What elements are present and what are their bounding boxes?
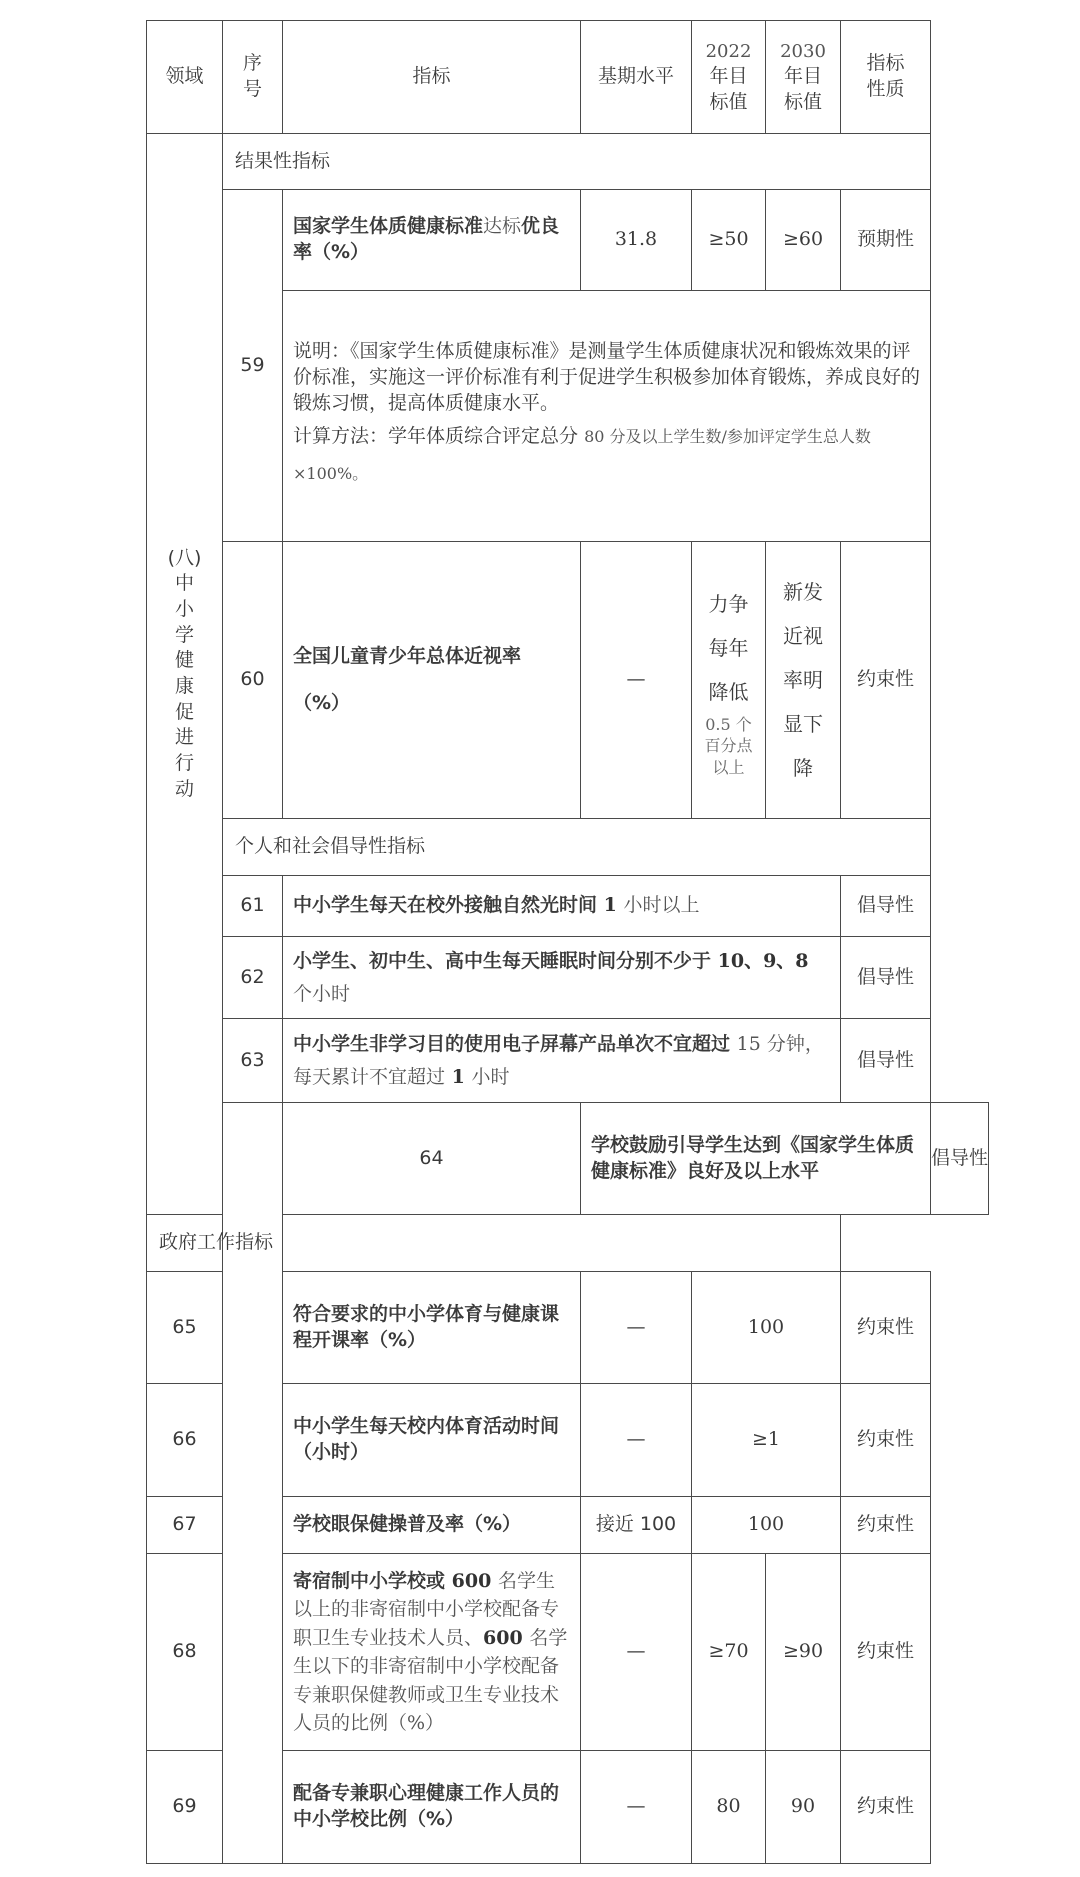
- nature-69: 约束性: [841, 1751, 931, 1864]
- seq-65: 65: [147, 1272, 223, 1384]
- indicator-66: 中小学生每天校内体育活动时间（小时）: [283, 1384, 581, 1497]
- indicator-60: 全国儿童青少年总体近视率 （%）: [283, 542, 581, 819]
- seq-68: 68: [147, 1554, 223, 1751]
- nature-67: 约束性: [841, 1497, 931, 1554]
- indicator-64: 学校鼓励引导学生达到《国家学生体质健康标准》良好及以上水平: [581, 1103, 931, 1215]
- target2022-59: ≥50: [692, 190, 766, 291]
- nature-64: 倡导性: [931, 1103, 989, 1215]
- baseline-67: 接近 100: [581, 1497, 692, 1554]
- target2030-59: ≥60: [766, 190, 841, 291]
- nature-60: 约束性: [841, 542, 931, 819]
- target2022-68: ≥70: [692, 1554, 766, 1751]
- header-domain: 领域: [147, 21, 223, 134]
- target2030-60: 新发 近视 率明 显下 降: [766, 542, 841, 819]
- table-header: [147, 21, 989, 134]
- indicator-62: 小学生、初中生、高中生每天睡眠时间分别不少于 10、9、8 个小时: [283, 937, 841, 1019]
- header-baseline: 基期水平: [581, 21, 692, 134]
- header-target-2030: 2030 年目 标值: [766, 21, 841, 134]
- table-row: [147, 876, 989, 937]
- header-indicator: 指标: [283, 21, 581, 134]
- seq-62: 62: [223, 937, 283, 1019]
- baseline-60: —: [581, 542, 692, 819]
- baseline-65: —: [581, 1272, 692, 1384]
- section-government: 政府工作指标: [147, 1215, 841, 1272]
- seq-64: 64: [283, 1103, 581, 1215]
- section-outcome: 结果性指标: [223, 134, 931, 190]
- indicator-68: 寄宿制中小学校或 600 名学生以上的非寄宿制中小学校配备专职卫生专业技术人员、600 名学生以下的非寄宿制中小学校配备专兼职保健教师或卫生专业技术人员的比例（%）: [283, 1554, 581, 1751]
- target2022-60: 力争 每年 降低 0.5 个百分点以上: [692, 542, 766, 819]
- header-seq: 序 号: [223, 21, 283, 134]
- target2022-69: 80: [692, 1751, 766, 1864]
- header-target-2022: 2022 年目 标值: [692, 21, 766, 134]
- section-advocacy: 个人和社会倡导性指标: [223, 819, 931, 876]
- target-67: 100: [692, 1497, 841, 1554]
- table-row: [147, 937, 989, 1019]
- indicator-59: 国家学生体质健康标准达标优良率（%）: [283, 190, 581, 291]
- nature-61: 倡导性: [841, 876, 931, 937]
- nature-59: 预期性: [841, 190, 931, 291]
- indicator-63: 中小学生非学习目的使用电子屏幕产品单次不宜超过 15 分钟，每天累计不宜超过 1 小时: [283, 1019, 841, 1103]
- indicator-67: 学校眼保健操普及率（%）: [283, 1497, 581, 1554]
- domain-label: (八) 中 小 学 健 康 促 进 行 动: [147, 134, 223, 1215]
- seq-63: 63: [223, 1019, 283, 1103]
- baseline-69: —: [581, 1751, 692, 1864]
- baseline-59: 31.8: [581, 190, 692, 291]
- target2030-68: ≥90: [766, 1554, 841, 1751]
- table-row: [147, 190, 989, 291]
- note-59: 说明：《国家学生体质健康标准》是测量学生体质健康状况和锻炼效果的评价标准，实施这一评价标准有利于促进学生积极参加体育锻炼，养成良好的锻炼习惯，提高体质健康水平。 计算方法：学年体质综合评定总分 80 分及以上学生数/参加评定学生总人数×100%。: [283, 291, 931, 542]
- nature-66: 约束性: [841, 1384, 931, 1497]
- indicator-table: [146, 20, 989, 1864]
- table-row: [147, 542, 989, 819]
- baseline-66: —: [581, 1384, 692, 1497]
- table-row: [147, 1019, 989, 1103]
- seq-69: 69: [147, 1751, 223, 1864]
- indicator-65: 符合要求的中小学体育与健康课程开课率（%）: [283, 1272, 581, 1384]
- header-nature: 指标 性质: [841, 21, 931, 134]
- target-65: 100: [692, 1272, 841, 1384]
- nature-62: 倡导性: [841, 937, 931, 1019]
- target-66: ≥1: [692, 1384, 841, 1497]
- nature-68: 约束性: [841, 1554, 931, 1751]
- seq-66: 66: [147, 1384, 223, 1497]
- seq-67: 67: [147, 1497, 223, 1554]
- nature-65: 约束性: [841, 1272, 931, 1384]
- nature-63: 倡导性: [841, 1019, 931, 1103]
- table-row: [147, 1103, 989, 1215]
- indicator-69: 配备专兼职心理健康工作人员的中小学校比例（%）: [283, 1751, 581, 1864]
- seq-60: 60: [223, 542, 283, 819]
- indicator-61: 中小学生每天在校外接触自然光时间 1 小时以上: [283, 876, 841, 937]
- seq-61: 61: [223, 876, 283, 937]
- baseline-68: —: [581, 1554, 692, 1751]
- seq-59: 59: [223, 190, 283, 542]
- target2030-69: 90: [766, 1751, 841, 1864]
